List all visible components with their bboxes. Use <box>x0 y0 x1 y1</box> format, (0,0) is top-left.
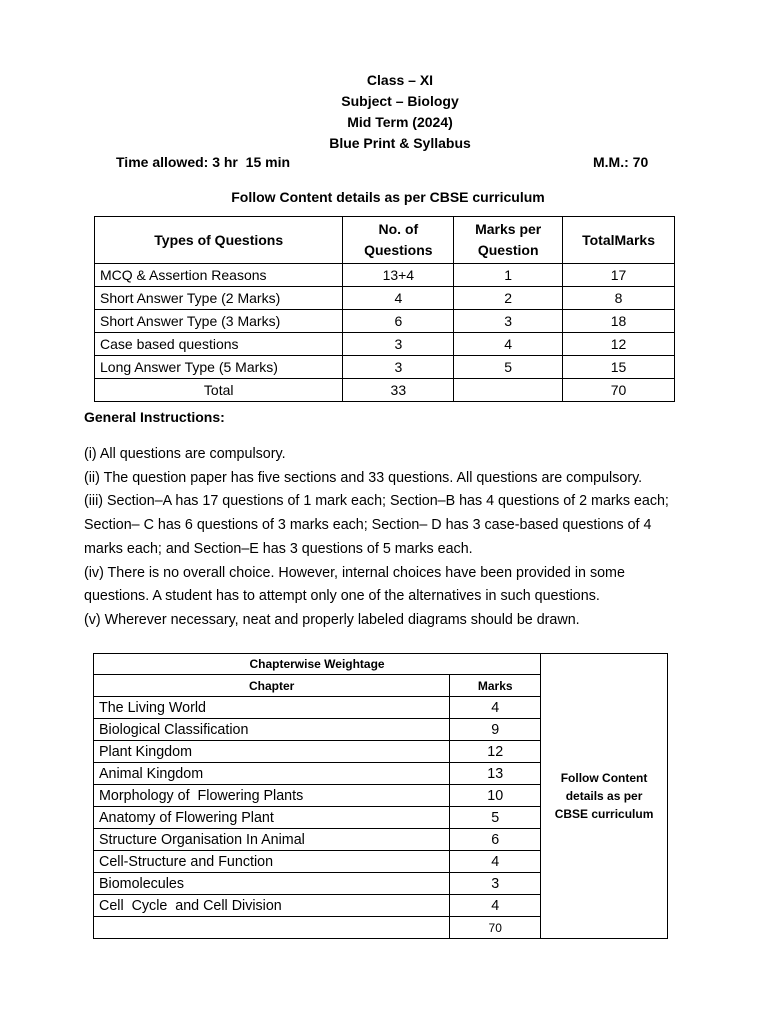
chapter-marks-cell: 4 <box>450 697 541 719</box>
question-type-cell: Case based questions <box>95 333 343 356</box>
question-type-cell: MCQ & Assertion Reasons <box>95 264 343 287</box>
chapter-name-cell: Structure Organisation In Animal <box>94 829 450 851</box>
total-marks-cell: 12 <box>563 333 675 356</box>
chapter-marks-cell: 4 <box>450 851 541 873</box>
total-marks-cell: 8 <box>563 287 675 310</box>
class-heading: Class – XI <box>366 72 434 88</box>
chapter-marks-cell: 9 <box>450 719 541 741</box>
chapter-marks-cell: 4 <box>450 895 541 917</box>
marks-per-question-cell: 1 <box>454 264 563 287</box>
total-row <box>95 379 675 402</box>
total-marks-cell: 17 <box>563 264 675 287</box>
total-marks: 70 <box>563 379 675 402</box>
chapter-name-cell: Animal Kingdom <box>94 763 450 785</box>
total-marks-cell: 18 <box>563 310 675 333</box>
curriculum-side-note: Follow Content details as per CBSE curriculum <box>541 654 668 939</box>
chapter-weightage-table <box>93 653 668 939</box>
question-type-cell: Long Answer Type (5 Marks) <box>95 356 343 379</box>
total-empty <box>454 379 563 402</box>
subject-heading: Subject – Biology <box>341 93 459 109</box>
question-count-cell: 3 <box>343 356 454 379</box>
chapter-marks-cell: 5 <box>450 807 541 829</box>
chapter-total-marks: 70 <box>450 917 541 939</box>
col-header-marks-per: Marks per Question <box>454 217 563 264</box>
chapter-marks-cell: 6 <box>450 829 541 851</box>
time-allowed: Time allowed: 3 hr 15 min <box>116 154 291 170</box>
total-label: Total <box>95 379 343 402</box>
marks-per-question-cell: 4 <box>454 333 563 356</box>
instruction-item: (iii) Section–A has 17 questions of 1 mark each; Section–B has 4 questions of 2 marks each; Section– C has 6 questions of 3 marks each; Section– D has 3 case-based questions of 4 marks each; and Section–E has 3 questions of 5 marks each. <box>84 493 669 557</box>
table-row <box>95 310 675 333</box>
follow-content-note: Follow Content details as per CBSE curriculum <box>231 189 545 205</box>
term-heading: Mid Term (2024) <box>347 114 453 130</box>
col-header-marks: Marks <box>450 675 541 697</box>
table-row <box>95 287 675 310</box>
chapter-name-cell: Biomolecules <box>94 873 450 895</box>
chapter-name-cell: Cell-Structure and Function <box>94 851 450 873</box>
question-count-cell: 13+4 <box>343 264 454 287</box>
marks-per-question-cell: 5 <box>454 356 563 379</box>
question-count-cell: 6 <box>343 310 454 333</box>
chapter-name-cell: Biological Classification <box>94 719 450 741</box>
table-header-row <box>95 217 675 264</box>
chapter-name-cell: Cell Cycle and Cell Division <box>94 895 450 917</box>
chapter-marks-cell: 12 <box>450 741 541 763</box>
chapter-name-cell: Anatomy of Flowering Plant <box>94 807 450 829</box>
chapter-name-cell: Morphology of Flowering Plants <box>94 785 450 807</box>
col-header-count: No. of Questions <box>343 217 454 264</box>
instructions-list <box>84 443 694 633</box>
col-header-total: TotalMarks <box>563 217 675 264</box>
chapter-name-cell: The Living World <box>94 697 450 719</box>
instruction-item: (iv) There is no overall choice. However, internal choices have been provided in some questions. A student has to attempt only one of the alternatives in such questions. <box>84 564 625 605</box>
table-row <box>95 356 675 379</box>
chapter-table-caption: Chapterwise Weightage <box>94 654 541 675</box>
chapter-marks-cell: 3 <box>450 873 541 895</box>
instruction-item: (ii) The question paper has five sections and 33 questions. All questions are compulsory. <box>84 469 643 486</box>
question-type-cell: Short Answer Type (2 Marks) <box>95 287 343 310</box>
max-marks: M.M.: 70 <box>593 154 649 170</box>
general-instructions-title: General Instructions: <box>84 409 225 425</box>
col-header-chapter: Chapter <box>94 675 450 697</box>
instruction-item: (i) All questions are compulsory. <box>84 446 286 462</box>
col-header-type: Types of Questions <box>95 217 343 264</box>
question-count-cell: 4 <box>343 287 454 310</box>
table-row <box>95 333 675 356</box>
table-row <box>95 264 675 287</box>
instruction-item: (v) Wherever necessary, neat and properly labeled diagrams should be drawn. <box>84 611 580 628</box>
marks-per-question-cell: 3 <box>454 310 563 333</box>
question-type-cell: Short Answer Type (3 Marks) <box>95 310 343 333</box>
total-questions: 33 <box>343 379 454 402</box>
question-type-table <box>94 216 675 402</box>
chapter-total-empty <box>94 917 450 939</box>
chapter-marks-cell: 10 <box>450 785 541 807</box>
question-count-cell: 3 <box>343 333 454 356</box>
document-title: Blue Print & Syllabus <box>329 135 471 151</box>
chapter-name-cell: Plant Kingdom <box>94 741 450 763</box>
marks-per-question-cell: 2 <box>454 287 563 310</box>
total-marks-cell: 15 <box>563 356 675 379</box>
chapter-marks-cell: 13 <box>450 763 541 785</box>
